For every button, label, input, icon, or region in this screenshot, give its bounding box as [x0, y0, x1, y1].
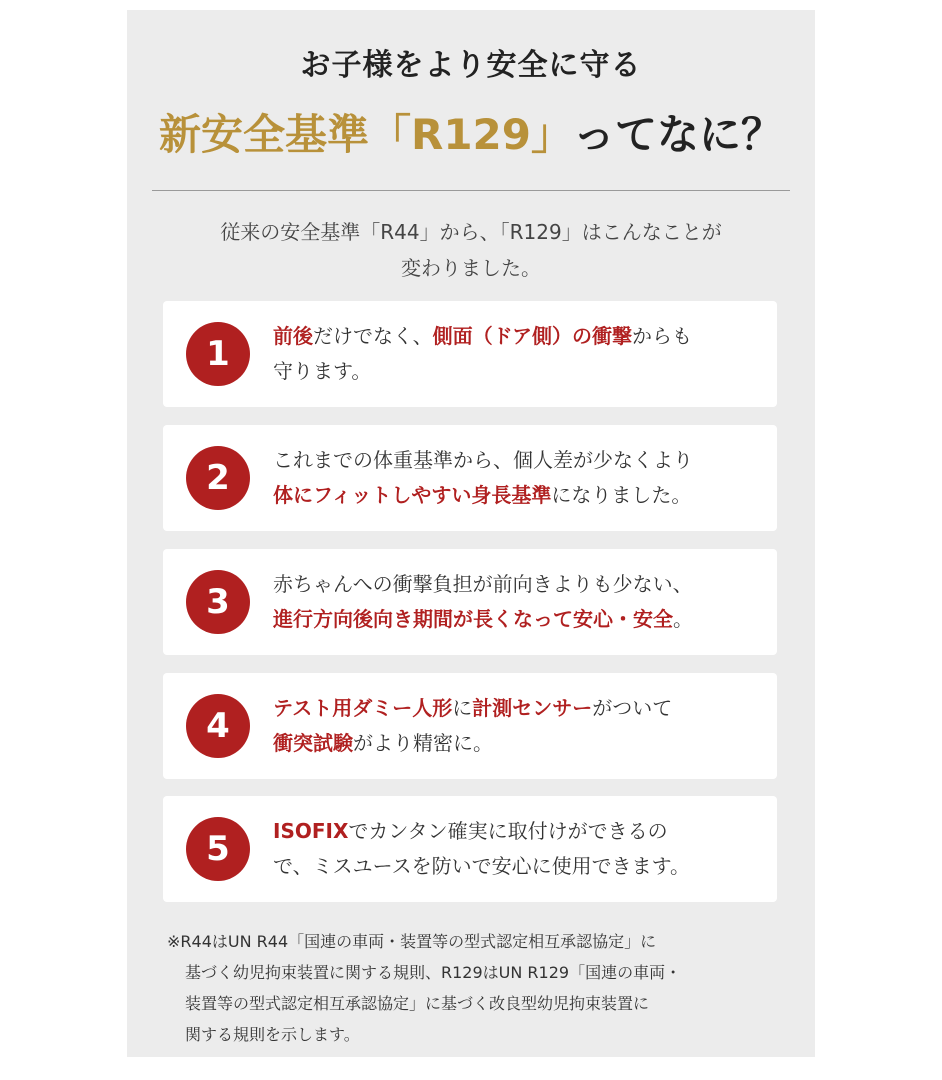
feature-text-line-2 [273, 726, 773, 761]
body-text: 。 [673, 607, 693, 631]
footnote-line-1: ※R44はUN R44「国連の車両・装置等の型式認定相互承認協定」に [167, 932, 657, 951]
number-badge: 1 [186, 322, 250, 386]
body-text: で、ミスユースを防いで安心に使用できます。 [273, 854, 690, 878]
divider [152, 190, 790, 191]
body-text: これまでの体重基準から、個人差が少なくより [273, 448, 693, 472]
feature-card-5 [163, 796, 777, 902]
footnote-line-3: 装置等の型式認定相互承認協定」に基づく改良型幼児拘束装置に [185, 994, 650, 1013]
highlight-text: 計測センサー [472, 696, 593, 720]
feature-card-2 [163, 425, 777, 531]
title-standard-name: 新安全基準「R129」 [158, 110, 573, 159]
highlight-text: 進行方向後向き期間が長くなって安心・安全 [273, 607, 673, 631]
number-badge: 2 [186, 446, 250, 510]
feature-text-line-2 [273, 602, 773, 637]
body-text: からも [632, 324, 693, 348]
body-text: 赤ちゃんへの衝撃負担が前向きよりも少ない、 [273, 572, 693, 596]
body-text: になりました。 [551, 483, 692, 507]
highlight-text: 体にフィットしやすい身長基準 [273, 483, 552, 507]
body-text: がついて [592, 696, 673, 720]
body-text: がより精密に。 [353, 731, 493, 755]
highlight-text: 前後 [273, 324, 313, 348]
feature-card-4 [163, 673, 777, 779]
highlight-text: 側面（ドア側）の衝撃 [432, 324, 633, 348]
title-question: ってなに？ [573, 110, 784, 159]
highlight-text: ISOFIX [273, 819, 349, 843]
body-text: でカンタン確実に取付けができるの [348, 819, 668, 843]
feature-text-line-1 [273, 567, 773, 602]
footnote-line-2: 基づく幼児拘束装置に関する規則、R129はUN R129「国連の車両・ [185, 963, 682, 982]
feature-text-line-1 [273, 443, 773, 478]
intro-text [127, 214, 815, 286]
feature-text-line-1 [273, 691, 773, 726]
number-badge: 5 [186, 817, 250, 881]
number-badge: 4 [186, 694, 250, 758]
feature-text-line-2 [273, 478, 773, 513]
feature-text-line-1 [273, 814, 773, 849]
feature-text [273, 319, 773, 389]
intro-line-1: 従来の安全基準「R44」から、「R129」はこんなことが [220, 220, 722, 244]
highlight-text: テスト用ダミー人形 [273, 696, 453, 720]
feature-text-line-2 [273, 354, 773, 389]
highlight-text: 衝突試験 [273, 731, 353, 755]
subtitle: お子様をより安全に守る [300, 48, 642, 83]
feature-card-3 [163, 549, 777, 655]
number-badge: 3 [186, 570, 250, 634]
feature-text [273, 443, 773, 513]
body-text: だけでなく、 [313, 324, 433, 348]
feature-text-line-1 [273, 319, 773, 354]
info-panel [127, 10, 815, 1057]
feature-text [273, 567, 773, 637]
intro-line-2: 変わりました。 [401, 256, 541, 280]
body-text: に [452, 696, 473, 720]
footnote-line-4: 関する規則を示します。 [185, 1025, 360, 1044]
body-text: 守ります。 [273, 359, 372, 383]
feature-card-1 [163, 301, 777, 407]
feature-text-line-2 [273, 849, 773, 884]
page-title [127, 102, 815, 162]
feature-text [273, 814, 773, 884]
footnote [167, 926, 797, 1050]
feature-text [273, 691, 773, 761]
